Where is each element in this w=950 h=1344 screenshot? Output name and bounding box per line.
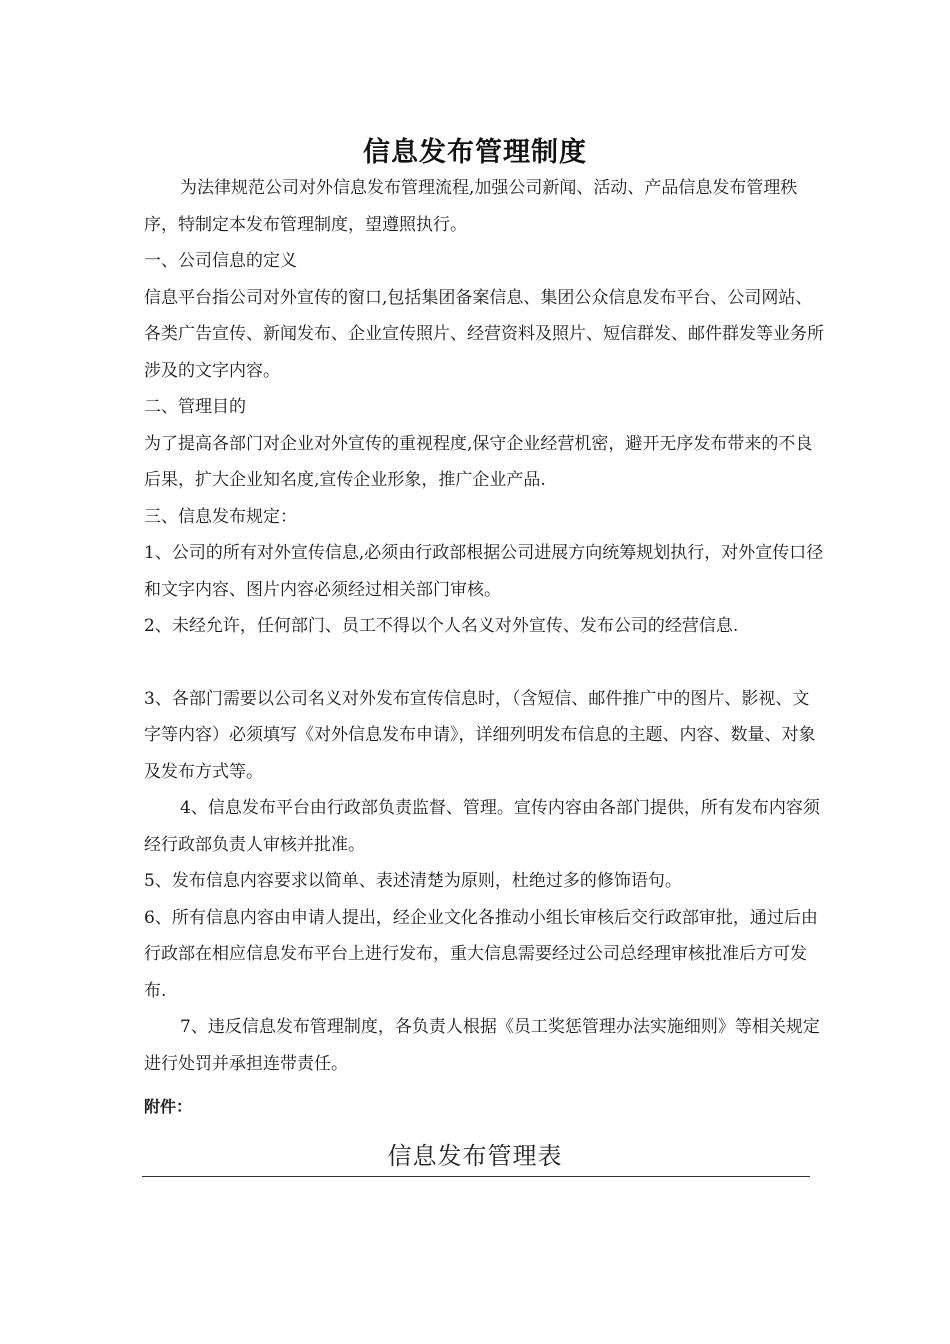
section-heading-purpose: 二、管理目的 <box>144 397 246 417</box>
rule-item-2: 2、未经允许，任何部门、员工不得以个人名义对外宣传、发布公司的经营信息. <box>144 616 739 636</box>
definition-paragraph: 信息平台指公司对外宣传的窗口,包括集团备案信息、集团公众信息发布平台、公司网站、各类广告宣传、新闻发布、企业宣传照片、经营资料及照片、短信群发、邮件群发等业务所涉及的文字内容。 <box>144 287 824 381</box>
blank-line <box>144 645 824 681</box>
rule-item-6: 6、所有信息内容由申请人提出，经企业文化各推动小组长审核后交行政部审批，通过后由行政部在相应信息发布平台上进行发布，重大信息需要经过公司总经理审核批准后方可发布. <box>144 907 818 1001</box>
intro-paragraph: 为法律规范公司对外信息发布管理流程,加强公司新闻、活动、产品信息发布管理秩序，特制定本发布管理制度，望遵照执行。 <box>144 178 798 235</box>
attachment-table-title: 信息发布管理表 <box>387 1142 563 1170</box>
attachment-label: 附件： <box>144 1097 193 1116</box>
document-body <box>144 170 824 1082</box>
rule-item-5: 5、发布信息内容要求以简单、表述清楚为原则，杜绝过多的修饰语句。 <box>144 871 682 891</box>
rule-item-4: 4、信息发布平台由行政部负责监督、管理。宣传内容由各部门提供，所有发布内容须经行政部负责人审核并批准。 <box>144 798 820 855</box>
section-heading-definition: 一、公司信息的定义 <box>144 251 297 271</box>
table-top-rule <box>142 1176 810 1177</box>
rule-item-1: 1、公司的所有对外宣传信息,必须由行政部根据公司进展方向统筹规划执行，对外宣传口径和文字内容、图片内容必须经过相关部门审核。 <box>144 543 824 600</box>
rule-item-3: 3、各部门需要以公司名义对外发布宣传信息时，（含短信、邮件推广中的图片、影视、文字等内容）必须填写《对外信息发布申请》，详细列明发布信息的主题、内容、数量、对象及发布方式等。 <box>144 688 816 782</box>
section-heading-rules: 三、信息发布规定： <box>144 506 297 527</box>
rule-item-7: 7、违反信息发布管理制度，各负责人根据《员工奖惩管理办法实施细则》等相关规定进行处罚并承担连带责任。 <box>144 1017 820 1074</box>
document-title: 信息发布管理制度 <box>363 137 587 168</box>
purpose-paragraph: 为了提高各部门对企业对外宣传的重视程度,保守企业经营机密，避开无序发布带来的不良后果，扩大企业知名度,宣传企业形象，推广企业产品. <box>144 433 813 490</box>
